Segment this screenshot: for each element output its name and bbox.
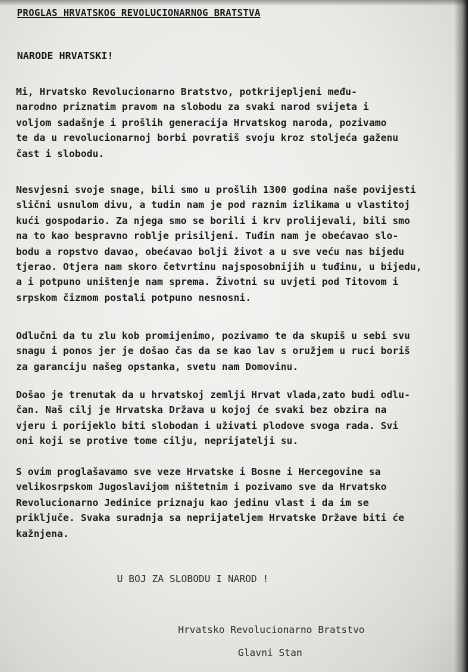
text-line: snagu i ponos jer je došao čas da se kao lav s oružjem u ruci boriš [16,346,411,358]
closing-slogan: U BOJ ZA SLOBODU I NAROD ! [117,574,269,585]
text-line: S ovim proglašavamo sve veze Hrvatske i Bosne i Hercegovine sa [16,467,381,478]
text-line: kažnjena. [16,528,69,540]
scan-shadow-top [0,0,468,6]
paragraph-3 [16,329,456,375]
text-line: velikosrpskom Jugoslavijom ništetnim i pozivamo sve da Hrvatsko [16,482,387,494]
text-line: čan. Naš cilj je Hrvatska Država u kojoj će svaki bez obzira na [16,405,387,417]
text-line: oni koji se protive tome cilju, neprijatelji su. [16,436,299,448]
scan-shadow-right [454,0,468,672]
salutation: NARODE HRVATSKI! [17,51,114,62]
paragraph-2 [16,183,456,306]
paragraph-5 [16,465,456,542]
text-line: te da u revolucionarnoj borbi povratiš svoju kroz stoljeća gaženu [16,133,399,145]
text-line: voljom sadašnje i prošlih generacija Hrvatskog naroda, pozivamo [16,117,387,129]
text-line: Odlučni da tu zlu kob promijenimo, pozivamo te da skupiš u sebi svu [16,331,411,342]
text-line: Mi, Hrvatsko Revolucionarno Bratstvo, potkrijepljeni među- [16,87,358,98]
text-line: kući gospodario. Za njega smo se borili i krv prolijevali, bili smo [16,215,411,227]
text-line: Revolucionarno Jedinice priznaju kao jedinu vlast i da im se [16,497,369,509]
text-line: vjeru i porijeklo biti slobodan i uživati plodove svoga rada. Svi [16,420,399,432]
text-line: tjerao. Otjera nam skoro četvrtinu najsposobnijih u tuđinu, u bijedu, [16,261,422,273]
signature-organization: Hrvatsko Revolucionarno Bratstvo [178,625,365,636]
text-line: bodu a ropstvo davao, obećavao bolji život a u sve veću nas bijedu [16,246,405,258]
text-line: za garanciju našeg opstanka, svetu nam Domovinu. [16,361,299,373]
signature-headquarters: Glavni Stan [238,648,303,659]
text-line: priključe. Svaka suradnja sa neprijateljem Hrvatske Države biti će [16,513,405,525]
text-line: srpskom čizmom postali potpuno nesnosni. [16,292,252,304]
text-line: narodno priznatim pravom na slobodu za svaki narod svijeta i [16,102,369,114]
text-line: Nesvjesni svoje snage, bili smo u prošlih 1300 godina naše povijesti [16,185,417,196]
text-line: na to kao bespravno roblje prisiljeni. Tuđin nam je obećavao slo- [16,231,399,243]
document-title: PROGLAS HRVATSKOG REVOLUCIONARNOG BRATSTVA [17,8,261,19]
text-line: slični usnulom divu, a tudin nam je pod raznim izlikama u vlastitoj [16,200,411,212]
text-line: Došao je trenutak da u hrvatskoj zemlji Hrvat vlada,zato budi odlu- [16,390,411,401]
paragraph-1 [16,85,456,162]
paragraph-4 [16,388,456,450]
text-line: a i potpuno uništenje nam sprema. Životni su uvjeti pod Titovom i [16,277,399,289]
text-line: čast i slobodu. [16,148,105,160]
